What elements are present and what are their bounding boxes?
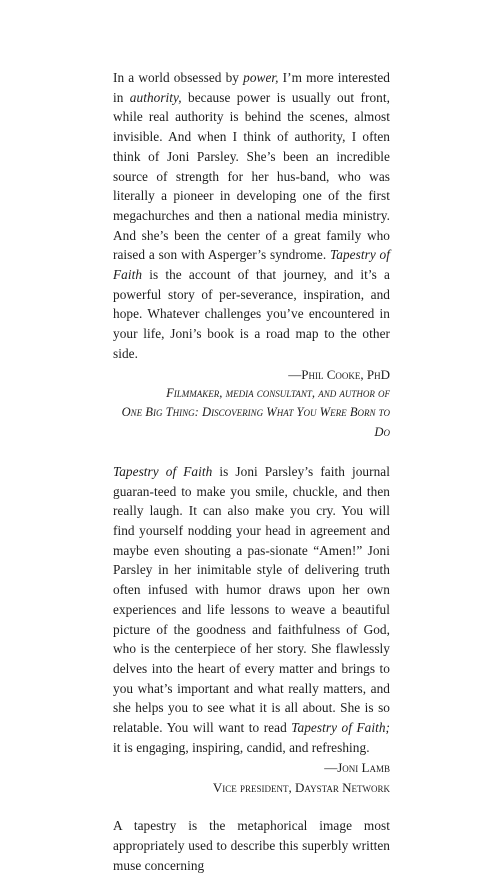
- endorsement-paragraph-1: [113, 68, 390, 364]
- text-run: is Joni Parsley’s faith journal guaran-teed to make you smile, chuckle, and then really laugh. It can also make you cry. You will find yourself nodding your head in agreement and maybe even shouting a pas-sionate “Amen!” Joni Parsley in her inimitable style of delivering truth often infused with humor draws upon her own experiences and life lessons to weave a beautiful picture of the goodness and faithfulness of God, who is the centerpiece of her story. She flawlessly delves into the heart of every matter and brings to you what’s important and what really matters, and she helps you to see what it is all about. She is so relatable. You will want to read: [113, 463, 390, 736]
- text-run: In a world obsessed by: [113, 70, 244, 85]
- endorser-role: Vice president, Daystar Network: [212, 779, 390, 795]
- italic-text-run: power,: [243, 70, 279, 85]
- endorser-name: —Joni Lamb: [324, 760, 390, 776]
- text-run: it is engaging, inspiring, candid, and refreshing.: [113, 739, 370, 755]
- text-run: A tapestry is the metaphorical image most appropriately used to describe this superbly written muse concerning: [113, 818, 390, 873]
- text-run: because power is usually out front, while real authority is behind the scenes, almost invisible. And when I think of authority, I often think of Joni Parsley. She’s been an incredible source of strength for her hus-band, who was literally a pioneer in developing one of the first megachurches and then a national media ministry. And she’s been the center of a great family who raised a son with Asperger’s syndrome.: [113, 89, 390, 263]
- text-run: I’m more interested in: [113, 70, 391, 105]
- book-title-italic: Tapestry of Faith: [113, 247, 390, 283]
- book-page: [113, 68, 390, 876]
- book-title-italic: Tapestry of Faith;: [291, 720, 390, 736]
- book-title-italic: Tapestry of Faith: [113, 463, 213, 479]
- endorsement-paragraph-2: [113, 462, 390, 758]
- italic-text-run: authority,: [129, 89, 182, 105]
- endorser-name: —Phil Cooke, PhD: [288, 366, 390, 382]
- text-run: is the account of that journey, and it’s a powerful story of per-severance, inspiration, and hope. Whatever challenges you’ve encountered in your life, Joni’s book is a road map to the other side.: [113, 267, 390, 361]
- endorser-role: Filmmaker, media consultant, and author of One Big Thing: Discovering What You Were Born to Do: [121, 386, 390, 439]
- endorsement-paragraph-3: [113, 816, 390, 875]
